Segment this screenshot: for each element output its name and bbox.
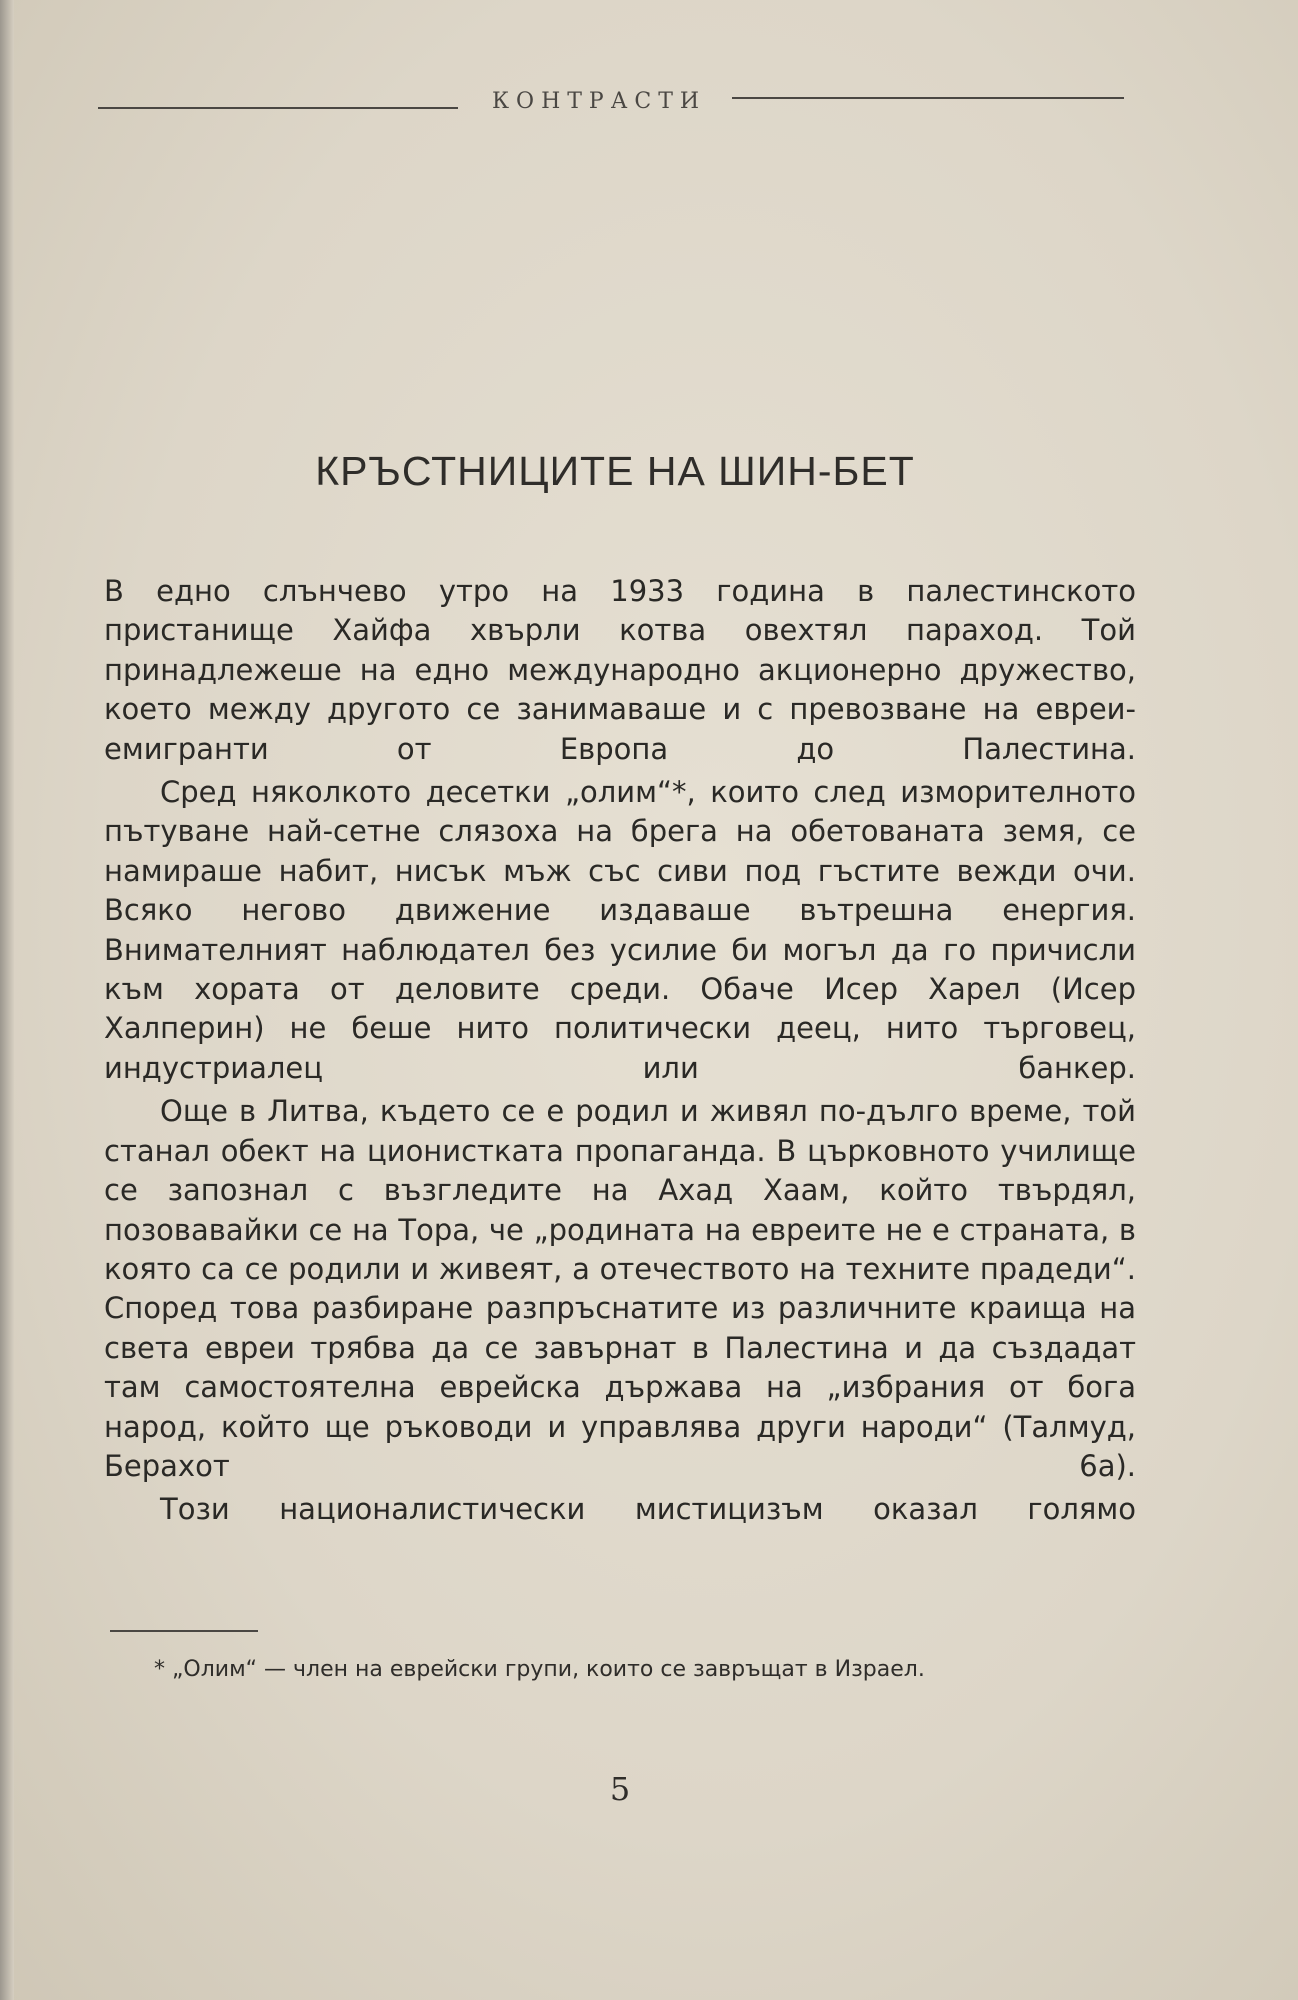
footnote: * „Олим“ — член на еврейски групи, които се завръщат в Израел. [154,1657,925,1682]
running-header [98,78,1124,124]
running-header-title: КОНТРАСТИ [492,88,707,114]
header-rule-right [732,97,1124,99]
paragraph-3: Още в Литва, където се е родил и живял по-дълго време, той станал обект на ционистката пропаганда. В църковното училище се запознал с възгледите на Ахад Хаам, който твърдял, позовавайки се на Тора, че „родината на евреите не е страната, в която са се родили и живеят, а отечеството на техните прадеди“. Според това разбиране разпръснатите из различните краища на света евреи трябва да се завърнат в Палестина и да създадат там самостоятелна еврейска държава на „избрания от бога народ, който ще ръководи и управлява други народи“ (Талмуд, Берахот 6а). [104,1094,1136,1483]
header-rule-left [98,107,458,109]
body-text [104,572,1136,1534]
chapter-title: КРЪСТНИЦИТЕ НА ШИН-БЕТ [315,448,915,494]
page-number: 5 [609,1770,631,1808]
footnote-rule [110,1630,258,1632]
page-spine-shadow [0,0,14,2000]
paragraph-2: Сред няколкото десетки „олим“*, които след изморителното пътуване най-сетне слязоха на брега на обетованата земя, се намираше набит, нисък мъж със сиви под гъстите вежди очи. Всяко негово движение издаваше вътрешна енергия. Внимателният наблюдател без усилие би могъл да го причисли към хората от деловите среди. Обаче Исер Харел (Исер Халперин) не беше нито политически деец, нито търговец, индустриалец или банкер. [104,775,1136,1085]
paragraph-1: В едно слънчево утро на 1933 година в палестинското пристанище Хайфа хвърли котва овехтял параход. Той принадлежеше на едно международно акционерно дружество, което между другото се занимаваше и с превозване на евреи-емигранти от Европа до Палестина. [104,574,1136,766]
paragraph-4: Този националистически мистицизъм оказал голямо [160,1492,1136,1527]
